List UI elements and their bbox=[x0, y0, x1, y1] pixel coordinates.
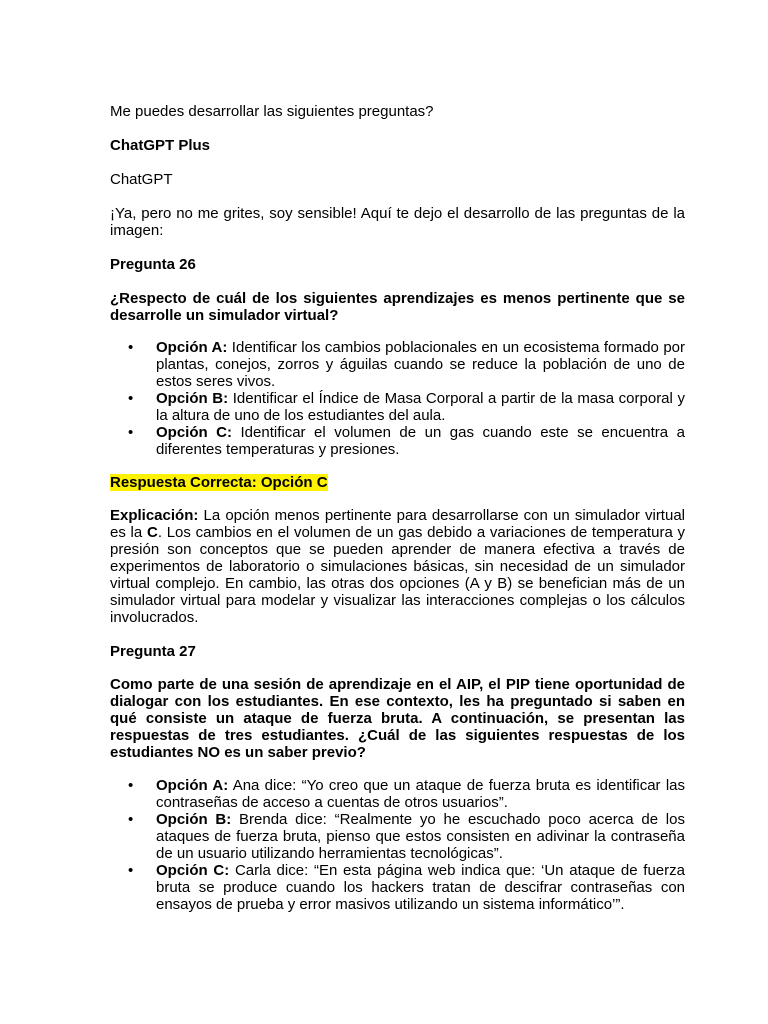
assistant-label: ChatGPT bbox=[110, 171, 173, 188]
question-26-options bbox=[110, 339, 685, 458]
option-text: Identificar el Índice de Masa Corporal a partir de la masa corporal y la altura de uno de los estudiantes del aula. bbox=[156, 390, 685, 424]
explanation bbox=[110, 507, 685, 626]
bullet-icon: • bbox=[128, 339, 134, 356]
bullet-icon: • bbox=[128, 862, 134, 879]
option-label: Opción C: bbox=[156, 424, 232, 441]
explanation-letter: C bbox=[146, 524, 158, 541]
bullet-icon: • bbox=[128, 811, 134, 828]
option-text: Identificar el volumen de un gas cuando este se encuentra a diferentes temperaturas y presiones. bbox=[156, 424, 685, 458]
explanation-text-cont: . Los cambios en el volumen de un gas debido a variaciones de temperatura y presión son conceptos que se pueden aprender de manera efectiva a través de experimentos de laboratorio o simulaciones básicas, sin necesidad de un simulador virtual complejo. En cambio, las otras dos opciones (A y B) se benefician más de un simulador virtual para modelar y visualizar las interacciones complejas o los cálculos involucrados. bbox=[110, 524, 686, 626]
option-label: Opción A: bbox=[156, 339, 228, 356]
question-27-title: Pregunta 27 bbox=[110, 643, 196, 660]
model-label: ChatGPT Plus bbox=[110, 137, 211, 154]
assistant-reply: ¡Ya, pero no me grites, soy sensible! Aquí te dejo el desarrollo de las preguntas de la imagen: bbox=[110, 205, 685, 239]
bullet-icon: • bbox=[128, 390, 134, 407]
option-b bbox=[110, 811, 685, 862]
option-label: Opción C: bbox=[156, 862, 230, 879]
option-text: Identificar los cambios poblacionales en un ecosistema formado por plantas, conejos, zorros y águilas cuando se reduce la población de uno de estos seres vivos. bbox=[156, 339, 685, 390]
question-27-text: Como parte de una sesión de aprendizaje en el AIP, el PIP tiene oportunidad de dialogar con los estudiantes. En ese contexto, les ha preguntado si saben en qué consiste un ataque de fuerza bruta. A continuación, se presentan las respuestas de tres estudiantes. ¿Cuál de las siguientes respuestas de los estudiantes NO es un saber previo? bbox=[110, 676, 685, 761]
option-label: Opción A: bbox=[156, 777, 229, 794]
option-label: Opción B: bbox=[156, 390, 229, 407]
explanation-text: La opción menos pertinente para desarrollarse con un simulador virtual es la bbox=[110, 507, 685, 541]
question-26-text: ¿Respecto de cuál de los siguientes aprendizajes es menos pertinente que se desarrolle un simulador virtual? bbox=[110, 290, 685, 324]
user-prompt: Me puedes desarrollar las siguientes preguntas? bbox=[110, 103, 434, 120]
option-c bbox=[110, 862, 685, 913]
bullet-icon: • bbox=[128, 424, 134, 441]
option-label: Opción B: bbox=[156, 811, 232, 828]
option-a bbox=[110, 777, 685, 811]
option-b bbox=[110, 390, 685, 424]
option-text: Carla dice: “En esta página web indica que: ‘Un ataque de fuerza bruta se produce cuando los hackers tratan de descifrar contraseñas con ensayos de prueba y error masivos utilizando un sistema informático’”. bbox=[156, 862, 685, 913]
answer-highlight: Respuesta Correcta: Opción C bbox=[110, 474, 328, 491]
correct-answer bbox=[110, 474, 685, 491]
question-26-title: Pregunta 26 bbox=[110, 256, 196, 273]
option-text: Brenda dice: “Realmente yo he escuchado poco acerca de los ataques de fuerza bruta, pienso que estos consisten en adivinar la contraseña de un usuario utilizando herramientas tecnológicas”. bbox=[156, 811, 685, 862]
bullet-icon: • bbox=[128, 777, 134, 794]
option-c bbox=[110, 424, 685, 458]
option-text: Ana dice: “Yo creo que un ataque de fuerza bruta es identificar las contraseñas de acceso a cuentas de otros usuarios”. bbox=[156, 777, 685, 811]
question-27-options bbox=[110, 777, 685, 913]
explanation-label: Explicación: bbox=[110, 507, 199, 524]
option-a bbox=[110, 339, 685, 390]
